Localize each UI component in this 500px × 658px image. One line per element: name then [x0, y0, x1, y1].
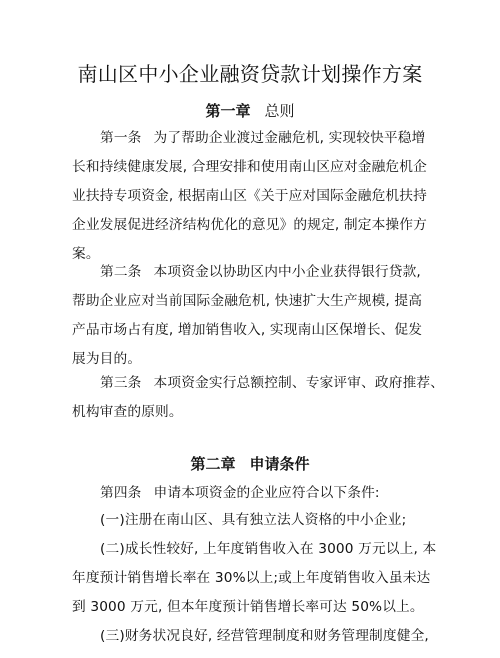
document-title: 南山区中小企业融资贷款计划操作方案: [77, 62, 423, 86]
article-3-line: 机构审查的原则。: [72, 404, 183, 420]
article-1-line: [72, 124, 428, 153]
article-4-label: 第四条: [100, 485, 142, 501]
article-3-text: 本项资金实行总额控制、专家评审、政府推荐、: [153, 375, 445, 391]
condition-item-2-continued: 年度预计销售增长率在 30%以上;或上年度销售收入虽未达: [72, 570, 431, 586]
chapter-2-name: 申请条件: [249, 455, 310, 473]
chapter-2-number: 第二章: [190, 455, 236, 473]
article-1-line: 业扶持专项资金, 根据南山区《关于应对国际金融危机扶持: [72, 188, 427, 204]
article-1-line: 企业发展促进经济结构优化的意见》的规定, 制定本操作方: [72, 217, 427, 233]
article-2-label: 第二条: [100, 264, 142, 280]
article-1-line: 长和持续健康发展, 合理安排和使用南山区应对金融危机企: [72, 159, 427, 175]
article-3: [72, 369, 445, 427]
condition-item-3: (三)财务状况良好, 经营管理制度和财务管理制度健全,: [100, 628, 429, 644]
article-2-line: 帮助企业应对当前国际金融危机, 快速扩大生产规模, 提高: [72, 293, 423, 309]
article-1-label: 第一条: [100, 130, 142, 146]
article-2-line: 产品市场占有度, 增加销售收入, 实现南山区保增长、促发: [72, 322, 423, 338]
article-1: [72, 124, 428, 269]
chapter-1-number: 第一章: [205, 102, 251, 120]
article-2: [72, 258, 428, 374]
article-3-label: 第三条: [100, 375, 142, 391]
chapter-1-heading: [0, 101, 500, 121]
condition-item-2-continued: 到 3000 万元, 但本年度预计销售增长率可达 50%以上。: [72, 599, 424, 615]
article-2-text: 本项资金以协助区内中小企业获得银行贷款,: [153, 264, 421, 280]
article-3-line: [72, 369, 445, 398]
condition-list: [72, 506, 437, 651]
condition-item-1: (一)注册在南山区、具有独立法人资格的中小企业;: [100, 512, 407, 528]
condition-item-2: (二)成长性较好, 上年度销售收入在 3000 万元以上, 本: [100, 541, 437, 557]
article-2-line: [72, 258, 428, 287]
chapter-2-heading: [0, 454, 500, 474]
article-4-line: [72, 479, 428, 508]
article-1-text: 为了帮助企业渡过金融危机, 实现较快平稳增: [153, 130, 426, 146]
article-4: [72, 479, 428, 508]
article-1-line: 案。: [72, 246, 100, 262]
chapter-1-name: 总则: [264, 102, 295, 120]
article-2-line: 展为目的。: [72, 351, 142, 367]
article-4-text: 申请本项资金的企业应符合以下条件:: [153, 485, 380, 501]
